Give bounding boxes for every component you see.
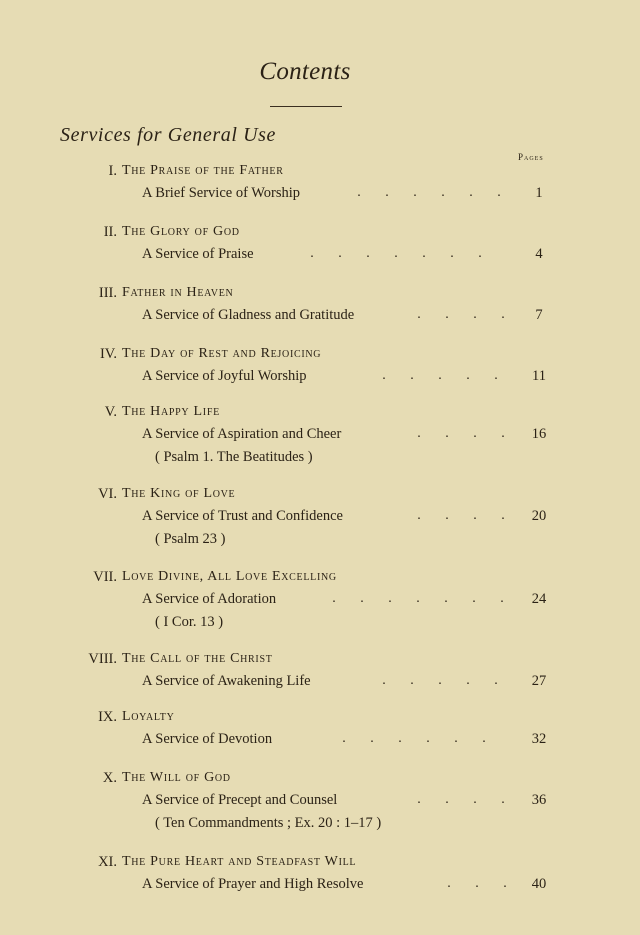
dot-leader: . . . . [417,426,505,441]
entry-numeral: VI. [98,486,117,502]
page-title: Contents [259,58,351,85]
entry-numeral: IV. [99,346,117,362]
entry-title: The Call of the Christ [122,651,273,666]
entry-subtitle: A Service of Gladness and Gratitude [142,307,355,323]
contents-entry [0,709,640,757]
entry-scripture-note: ( Psalm 1. The Beatitudes ) [155,449,313,465]
dot-leader: . . . . . . . [332,591,504,606]
contents-entry [0,770,640,840]
entry-title: The Glory of God [122,224,240,239]
entry-page-number: 1 [535,185,543,201]
entry-title: The Day of Rest and Rejoicing [122,346,322,361]
dot-leader: . . . . . [382,673,498,688]
entry-scripture-note: ( Ten Commandments ; Ex. 20 : 1–17 ) [155,815,382,831]
entry-page-number: 24 [531,591,547,607]
dot-leader: . . . . . . [342,731,486,746]
entry-page-number: 4 [535,246,543,262]
entry-numeral: V. [104,404,117,420]
entry-page-number: 32 [531,731,547,747]
entry-numeral: I. [108,163,117,179]
entry-numeral: XI. [98,854,117,870]
section-heading: Services for General Use [60,124,277,146]
title-rule [270,106,342,107]
entry-page-number: 16 [531,426,547,442]
entry-numeral: X. [102,770,117,786]
dot-leader: . . . [447,876,507,891]
entry-title: The Praise of the Father [122,163,284,178]
entry-title: Love Divine, All Love Excelling [122,569,337,584]
contents-entry [0,285,640,333]
dot-leader: . . . . [417,508,505,523]
entry-subtitle: A Service of Precept and Counsel [142,792,338,808]
dot-leader: . . . . [417,792,505,807]
entry-numeral: III. [98,285,117,301]
entry-page-number: 36 [531,792,547,808]
entry-subtitle: A Service of Awakening Life [142,673,311,689]
entry-title: Loyalty [122,709,175,724]
entry-page-number: 7 [535,307,543,323]
pages-column-heading: Pages [518,152,544,162]
entry-page-number: 11 [532,368,546,384]
entry-page-number: 40 [531,876,547,892]
entry-subtitle: A Service of Praise [142,246,254,262]
dot-leader: . . . . . . . [310,246,482,261]
entry-title: The Happy Life [122,404,220,419]
entry-numeral: II. [103,224,117,240]
dot-leader: . . . . [417,307,505,322]
entry-title: Father in Heaven [122,285,234,300]
entry-scripture-note: ( I Cor. 13 ) [155,614,224,630]
contents-entry [0,569,640,639]
entry-subtitle: A Service of Prayer and High Resolve [142,876,364,892]
entry-subtitle: A Service of Joyful Worship [142,368,307,384]
contents-entry [0,224,640,272]
dot-leader: . . . . . . [357,185,501,200]
entry-title: The Will of God [122,770,231,785]
entry-page-number: 27 [531,673,547,689]
contents-entry [0,486,640,556]
contents-entry [0,346,640,394]
entry-scripture-note: ( Psalm 23 ) [155,531,226,547]
dot-leader: . . . . . [382,368,498,383]
entry-numeral: IX. [98,709,117,725]
entry-numeral: VII. [93,569,117,585]
entry-subtitle: A Service of Devotion [142,731,273,747]
contents-entry [0,651,640,699]
contents-entry [0,404,640,474]
contents-entry [0,163,640,211]
entry-subtitle: A Service of Adoration [142,591,277,607]
contents-entry [0,854,640,902]
entry-subtitle: A Service of Aspiration and Cheer [142,426,342,442]
entry-subtitle: A Brief Service of Worship [142,185,301,201]
entry-page-number: 20 [531,508,547,524]
entry-subtitle: A Service of Trust and Confidence [142,508,343,524]
entry-title: The Pure Heart and Steadfast Will [122,854,357,869]
entry-title: The King of Love [122,486,236,501]
entry-numeral: VIII. [88,651,117,667]
